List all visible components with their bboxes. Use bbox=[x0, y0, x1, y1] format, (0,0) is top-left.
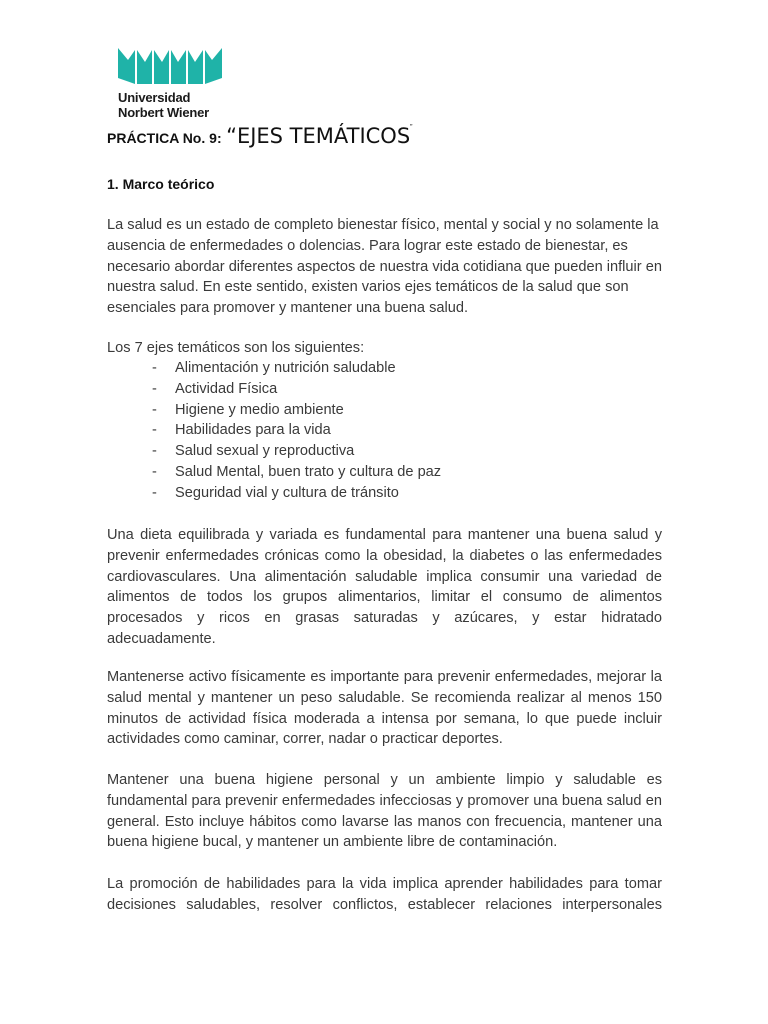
list-item-text: Salud Mental, buen trato y cultura de paz bbox=[175, 463, 442, 480]
paragraph-diet: Una dieta equilibrada y variada es fundamental para mantener una buena salud y prevenir enfermedades crónicas como la obesidad, la diabetes o las enfermedades cardiovasculares. Una alimentación saludable implica consumir una variedad de alimentos de todos los grupos alimentarios, limitar el consumo de alimentos procesados y ricos en grasas saturadas y azúcares, y estar hidratado adecuadamente. bbox=[107, 527, 662, 647]
list-item bbox=[107, 420, 441, 441]
paragraph-intro: La salud es un estado de completo bienestar físico, mental y social y no solamente la ausencia de enfermedades o dolencias. Para lograr este estado de bienestar, es necesario abordar diferentes aspectos de nuestra vida cotidiana que pueden influir en nuestra salud. En este sentido, existen varios ejes temáticos de la salud que son esenciales para promover y mantener una buena salud. bbox=[107, 217, 662, 317]
list-item bbox=[107, 358, 441, 379]
logo-line-1: Universidad bbox=[118, 90, 191, 105]
title-prefix: PRÁCTICA No. 9 bbox=[107, 130, 217, 146]
list-item-text: Habilidades para la vida bbox=[175, 422, 331, 439]
list-item-text: Seguridad vial y cultura de tránsito bbox=[175, 484, 399, 501]
list-item bbox=[107, 462, 441, 483]
title-main: “EJES TEMÁTICOS bbox=[226, 124, 411, 148]
list-item-text: Salud sexual y reproductiva bbox=[175, 443, 355, 460]
paragraph-list-intro: Los 7 ejes temáticos son los siguientes: bbox=[107, 340, 365, 356]
list-item bbox=[107, 483, 441, 504]
list-item bbox=[107, 379, 441, 400]
title-suffix: ” bbox=[410, 124, 413, 131]
list-item bbox=[107, 441, 441, 462]
list-dash: - bbox=[152, 443, 157, 460]
paragraph-activity: Mantenerse activo físicamente es importante para prevenir enfermedades, mejorar la salud mental y mantener un peso saludable. Se recomienda realizar al menos 150 minutos de actividad física moderada a intensa por semana, lo que puede incluir actividades como caminar, correr, nadar o practicar deportes. bbox=[107, 669, 662, 748]
list-dash: - bbox=[152, 401, 157, 418]
list-item-text: Higiene y medio ambiente bbox=[175, 401, 344, 418]
page-title bbox=[107, 124, 413, 148]
list-dash: - bbox=[152, 422, 157, 439]
list-item-text: Alimentación y nutrición saludable bbox=[175, 360, 396, 376]
list-item-text: Actividad Física bbox=[175, 380, 278, 397]
logo-line-2: Norbert Wiener bbox=[118, 105, 209, 120]
logo-text bbox=[118, 90, 228, 120]
axes-list bbox=[107, 358, 441, 504]
list-dash: - bbox=[152, 484, 157, 501]
paragraph-skills: La promoción de habilidades para la vida implica aprender habilidades para tomar decisiones saludables, resolver conflictos, establecer relaciones interpersonales bbox=[107, 876, 662, 913]
list-dash: - bbox=[152, 463, 157, 480]
list-item bbox=[107, 400, 441, 421]
university-logo bbox=[118, 46, 228, 120]
list-dash: - bbox=[152, 380, 157, 397]
open-book-logo-icon bbox=[118, 46, 222, 86]
paragraph-hygiene: Mantener una buena higiene personal y un ambiente limpio y saludable es fundamental para prevenir enfermedades infecciosas y promover una buena salud en general. Esto incluye hábitos como lavarse las manos con frecuencia, mantener una buena higiene bucal, y mantener un ambiente libre de contaminación. bbox=[107, 772, 662, 851]
section-heading: 1. Marco teórico bbox=[107, 176, 215, 192]
title-colon: : bbox=[216, 130, 222, 146]
list-dash: - bbox=[152, 360, 157, 376]
